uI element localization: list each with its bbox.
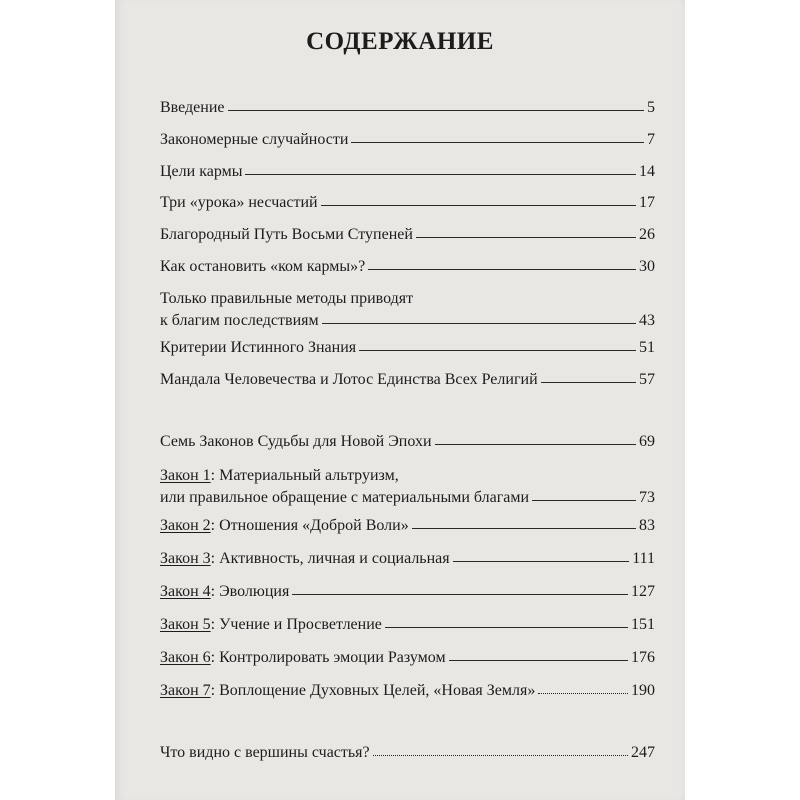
toc-entry-page: 51 [639,339,655,356]
toc-entry [160,548,655,570]
toc-entry [160,97,655,119]
leader-line [321,205,636,206]
leader-line [416,237,636,238]
toc-entry-page: 111 [632,550,655,567]
toc-entry-page: 127 [631,583,655,600]
toc-entry-page: 57 [639,371,655,388]
toc-entry [160,680,655,702]
law-label: Закон 6 [160,649,211,666]
toc-entry [160,224,655,246]
leader-line [322,323,636,324]
toc-entry-page: 30 [639,258,655,275]
toc-entry-title: : Эволюция [210,583,290,600]
toc-entry [160,192,655,214]
leader-line [541,382,636,383]
law-label: Закон 1 [160,467,211,484]
leader-line [453,561,630,562]
toc-entry [160,161,655,183]
toc-entry [160,288,655,332]
leader-line [245,174,636,175]
law-label: Закон 2 [160,517,211,534]
leader-line [228,110,645,111]
toc-entry-title: Введение [160,99,225,116]
leader-line [373,755,628,756]
law-label: Закон 3 [160,550,211,567]
toc-entry [160,129,655,151]
toc-entry-title-line1: Только правильные методы приводят [160,290,414,307]
toc-entry-title: или правильное обращение с материальными благами [160,489,530,506]
toc-entry-page: 190 [631,682,655,699]
leader-line [412,528,636,529]
toc-entry-page: 43 [639,312,655,329]
leader-line [538,693,628,694]
leader-line [435,444,636,445]
leader-line [368,269,636,270]
toc-entry-title: Критерии Истинного Знания [160,339,357,356]
toc-entry-page: 247 [631,744,655,761]
toc-entry [160,515,655,537]
toc-entry [160,465,655,509]
law-label: Закон 5 [160,616,211,633]
law-label: Закон 4 [160,583,211,600]
toc-entry-title: : Активность, личная и социальная [210,550,450,567]
toc-entry-title: к благим последствиям [160,312,319,329]
toc-entry-page: 176 [631,649,655,666]
toc-entry-title: Благородный Путь Восьми Ступеней [160,226,413,243]
toc-entry-title: Три «урока» несчастий [160,194,318,211]
toc-entry [160,256,655,278]
toc-entry [160,647,655,669]
toc-entry-title: Как остановить «ком кармы»? [160,258,366,275]
leader-line [292,594,628,595]
law-label: Закон 7 [160,682,211,699]
toc-entry-title: Закономерные случайности [160,131,349,148]
toc-entry [160,581,655,603]
toc-entry-page: 26 [639,226,655,243]
toc-entry-title: Семь Законов Судьбы для Новой Эпохи [160,433,432,450]
toc-entry-page: 14 [639,163,655,180]
toc-entry-page: 69 [639,433,655,450]
toc-entry-page: 7 [647,131,655,148]
toc-entry-page: 17 [639,194,655,211]
leader-line [532,500,636,501]
leader-line [449,660,628,661]
book-page [115,0,685,800]
toc-entry [160,614,655,636]
leader-line [385,627,628,628]
toc-entry [160,337,655,359]
toc-entry-title: Цели кармы [160,163,243,180]
toc-entry-title: : Воплощение Духовных Целей, «Новая Земля» [210,682,536,699]
toc-entry-title-line1: : Материальный альтруизм, [210,467,399,484]
page-title: СОДЕРЖАНИЕ [306,28,494,55]
toc-entry-title: : Учение и Просветление [210,616,382,633]
toc-entry [160,742,655,764]
toc-entry-title: : Отношения «Доброй Воли» [210,517,409,534]
toc-entry [160,369,655,391]
toc-entry-page: 5 [647,99,655,116]
toc-entry-page: 83 [639,517,655,534]
toc-entry-title: Мандала Человечества и Лотос Единства Всех Религий [160,371,538,388]
toc-entry-title: Что видно с вершины счастья? [160,744,370,761]
toc-entry-page: 73 [639,489,655,506]
toc-entry-title: : Контролировать эмоции Разумом [210,649,446,666]
leader-line [359,350,636,351]
toc-entry [160,431,655,453]
leader-line [351,142,644,143]
toc-entry-page: 151 [631,616,655,633]
